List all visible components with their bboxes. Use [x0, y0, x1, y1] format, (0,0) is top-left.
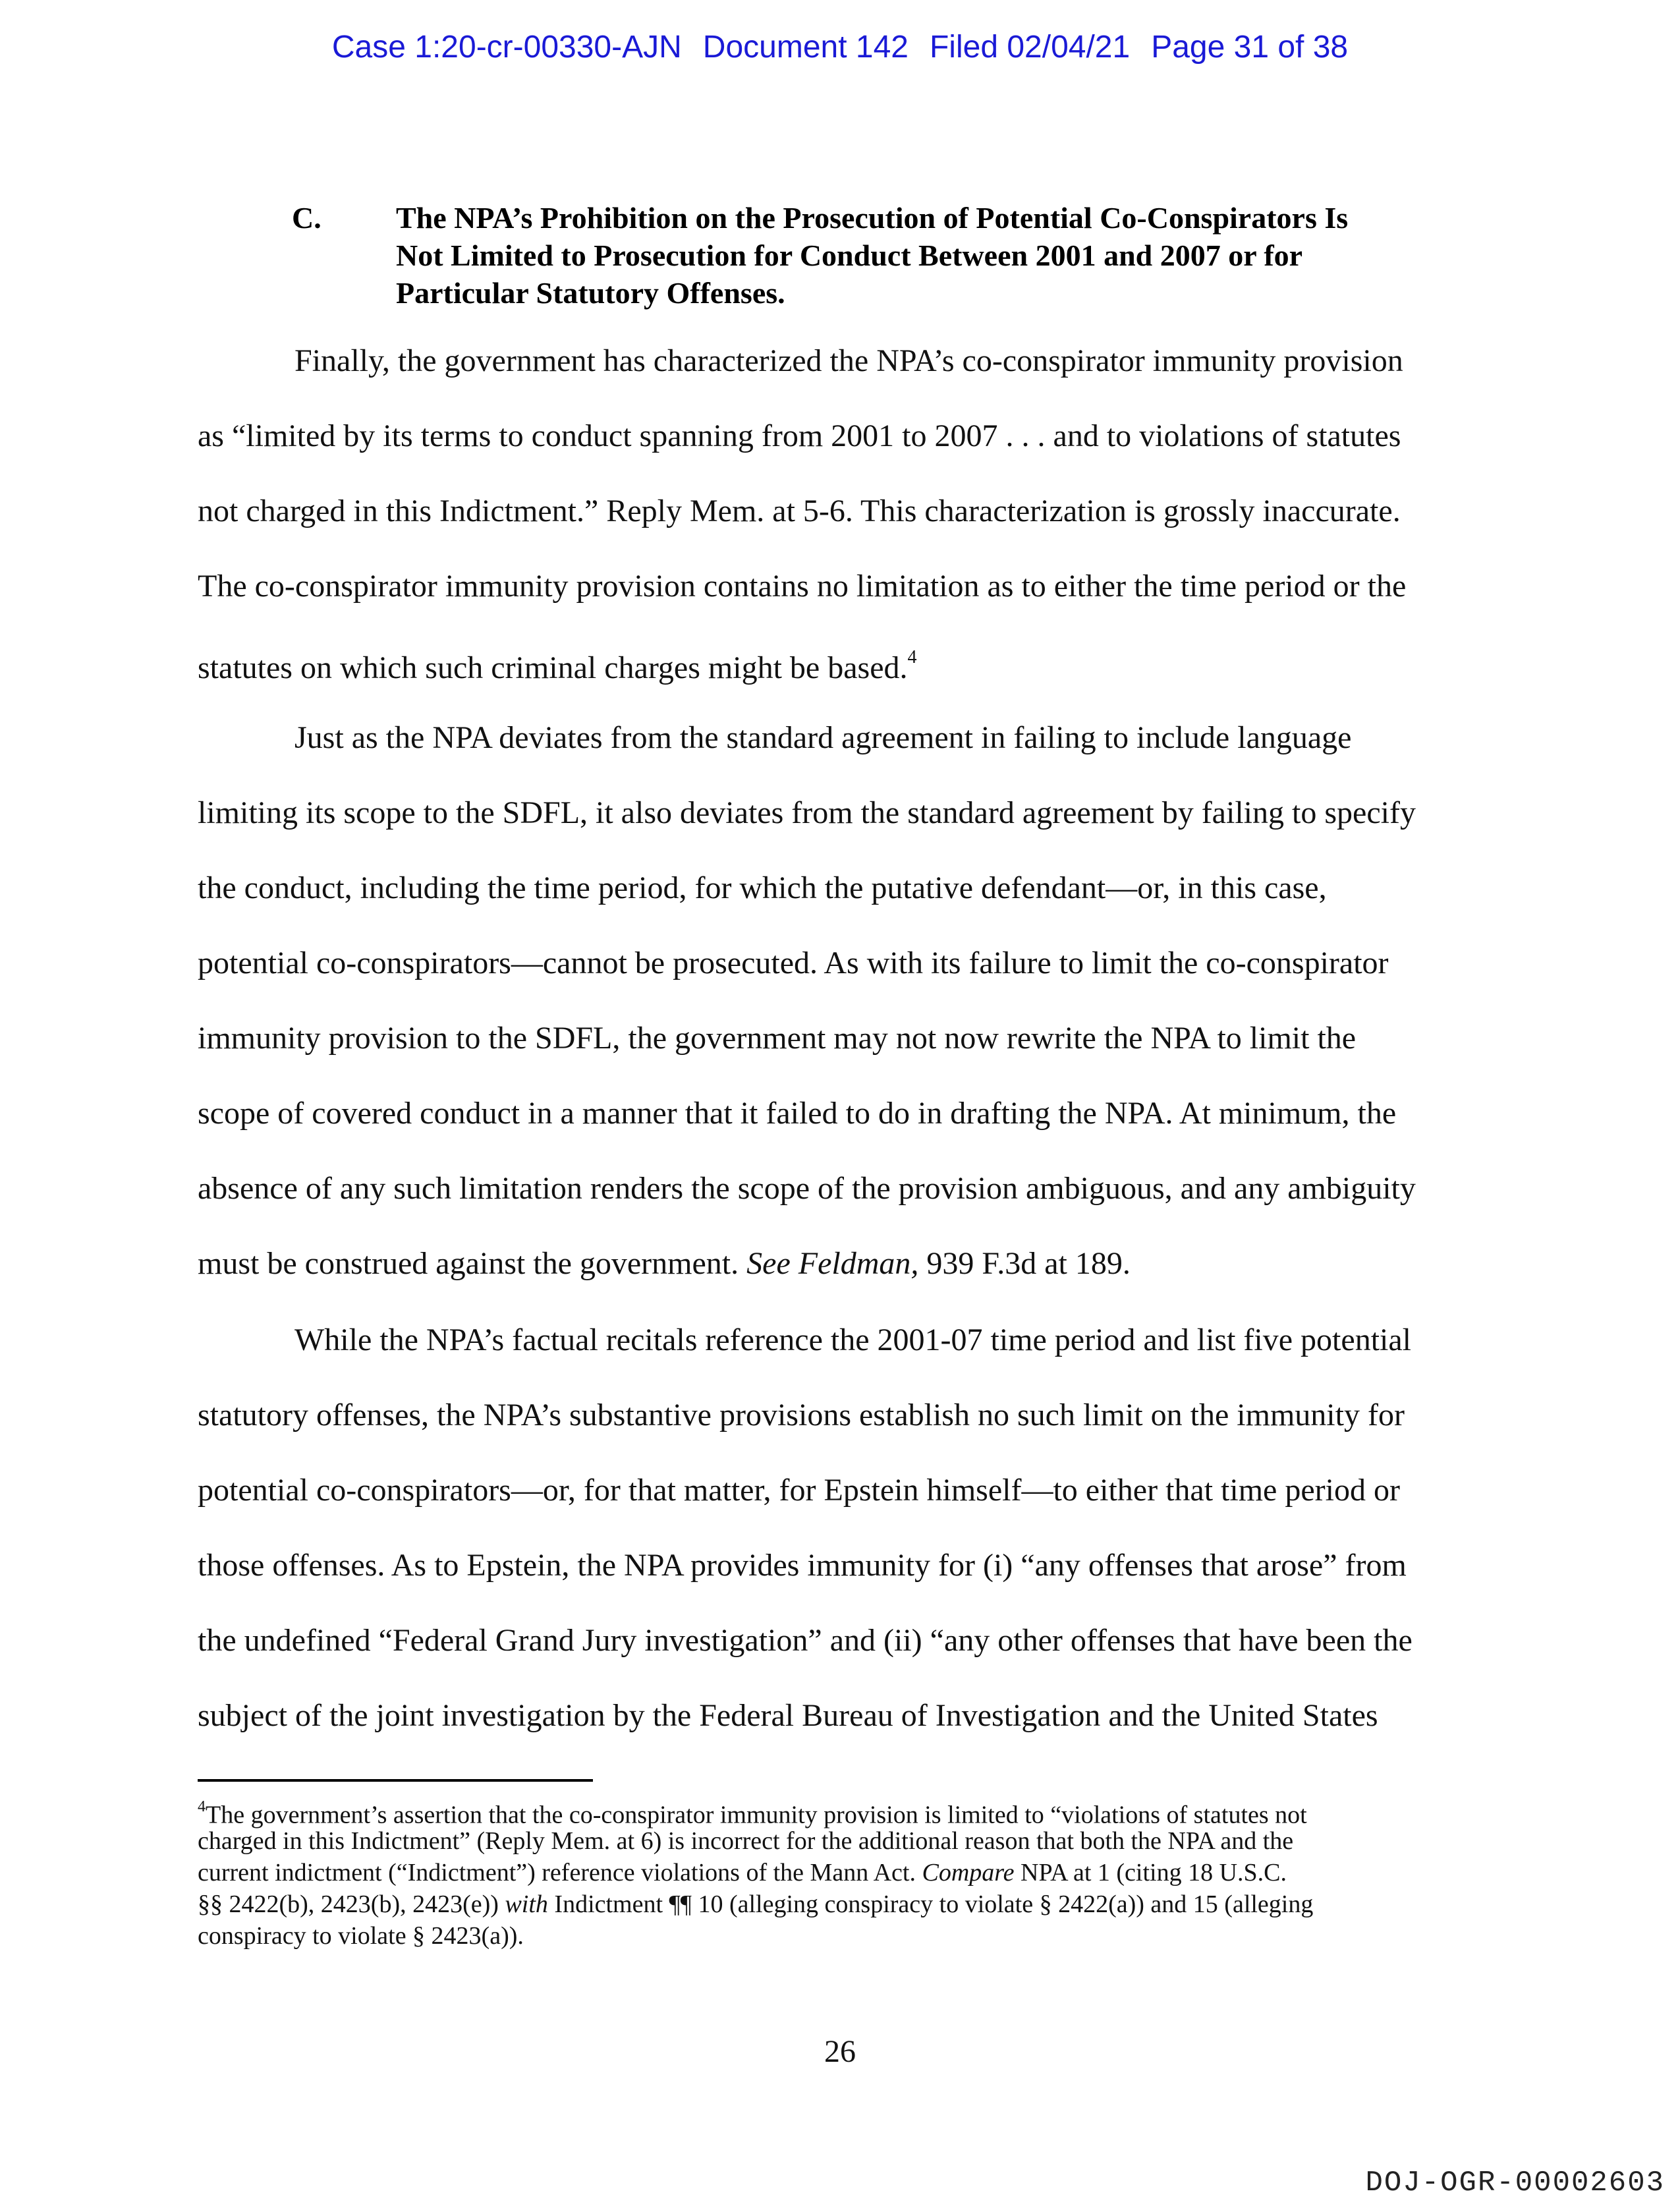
- document-number: Document 142: [702, 30, 909, 65]
- text-span: current indictment (“Indictment”) reference violations of the Mann Act.: [198, 1859, 922, 1886]
- case-header-stamp: [0, 29, 1680, 65]
- section-title: [396, 199, 1476, 312]
- text-span: 939 F.3d at 189.: [918, 1246, 1131, 1281]
- section-title-line: The NPA’s Prohibition on the Prosecution of Potential Co-Conspirators Is: [396, 201, 1349, 235]
- section-letter: C.: [292, 201, 322, 235]
- text-line: not charged in this Indictment.” Reply Mem. at 5-6. This characterization is grossly inaccurate.: [198, 494, 1401, 528]
- page-number: 26: [824, 2034, 856, 2069]
- footnote-line: charged in this Indictment” (Reply Mem. at 6) is incorrect for the additional reason that both the NPA and the: [198, 1827, 1294, 1855]
- signal-with: with: [505, 1890, 548, 1918]
- text-line: the conduct, including the time period, for which the putative defendant—or, in this case,: [198, 870, 1327, 905]
- text-span: must be construed against the government.: [198, 1246, 747, 1281]
- text-span: Indictment ¶¶ 10 (alleging conspiracy to violate § 2422(a)) and 15 (alleging: [547, 1890, 1314, 1918]
- text-line: as “limited by its terms to conduct spanning from 2001 to 2007 . . . and to violations of statutes: [198, 418, 1401, 453]
- filed-date: Filed 02/04/21: [929, 30, 1131, 65]
- text-line: statutory offenses, the NPA’s substantive provisions establish no such limit on the immunity for: [198, 1398, 1405, 1432]
- text-span: The government’s assertion that the co-conspirator immunity provision is limited to “violations of statutes not: [206, 1801, 1307, 1829]
- text-line: potential co-conspirators—or, for that matter, for Epstein himself—to either that time period or: [198, 1473, 1400, 1508]
- text-line: The co-conspirator immunity provision contains no limitation as to either the time period or the: [198, 569, 1407, 604]
- case-number: Case 1:20-cr-00330-AJN: [331, 30, 682, 65]
- text-span: §§ 2422(b), 2423(b), 2423(e)): [198, 1890, 505, 1918]
- footnote-line: conspiracy to violate § 2423(a)).: [198, 1922, 524, 1950]
- footnote-separator: [198, 1779, 593, 1782]
- signal-compare: Compare: [922, 1859, 1015, 1886]
- text-line: the undefined “Federal Grand Jury investigation” and (ii) “any other offenses that have been the: [198, 1623, 1413, 1658]
- footnote-number: 4: [198, 1798, 206, 1815]
- bates-number: DOJ-OGR-00002603: [1365, 2167, 1665, 2199]
- page-count: Page 31 of 38: [1151, 30, 1349, 65]
- text-line: While the NPA’s factual recitals reference the 2001-07 time period and list five potential: [294, 1322, 1411, 1357]
- text-span: NPA at 1 (citing 18 U.S.C.: [1014, 1859, 1287, 1886]
- text-line: those offenses. As to Epstein, the NPA provides immunity for (i) “any offenses that arose” from: [198, 1548, 1407, 1583]
- text-line: limiting its scope to the SDFL, it also deviates from the standard agreement by failing to specify: [198, 795, 1416, 830]
- text-line: immunity provision to the SDFL, the government may not now rewrite the NPA to limit the: [198, 1021, 1357, 1056]
- text-line: [198, 642, 917, 688]
- text-line: potential co-conspirators—cannot be prosecuted. As with its failure to limit the co-conspirator: [198, 946, 1389, 980]
- text-line: scope of covered conduct in a manner that it failed to do in drafting the NPA. At minimum, the: [198, 1096, 1397, 1131]
- footnote-reference[interactable]: 4: [907, 647, 917, 667]
- section-title-line: Particular Statutory Offenses.: [396, 276, 785, 310]
- footnote-line: [198, 1888, 1313, 1920]
- text-line: absence of any such limitation renders the scope of the provision ambiguous, and any ambiguity: [198, 1171, 1416, 1206]
- footnote-line: [198, 1857, 1287, 1888]
- text-span: statutes on which such criminal charges might be based.: [198, 650, 908, 685]
- text-line: [198, 1244, 1131, 1284]
- text-line: Finally, the government has characterized the NPA’s co-conspirator immunity provision: [294, 343, 1403, 378]
- section-title-line: Not Limited to Prosecution for Conduct Between 2001 and 2007 or for: [396, 239, 1303, 272]
- case-citation: See Feldman,: [746, 1246, 919, 1281]
- text-line: subject of the joint investigation by the Federal Bureau of Investigation and the United States: [198, 1698, 1378, 1733]
- text-line: Just as the NPA deviates from the standard agreement in failing to include language: [294, 720, 1352, 755]
